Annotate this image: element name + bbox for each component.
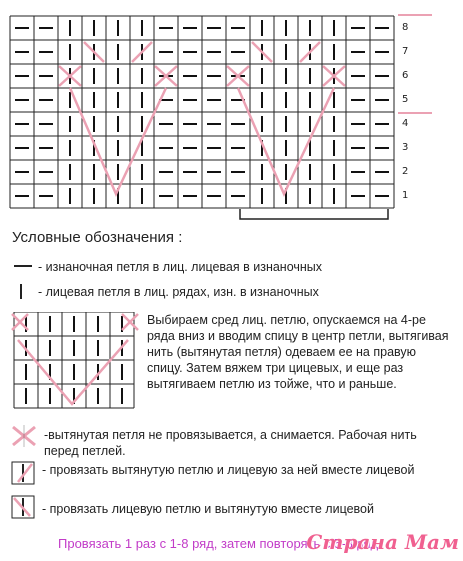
- knitting-chart: [0, 0, 463, 225]
- slipped-loop-x-icon: [10, 424, 38, 448]
- row-number-8: 8: [402, 22, 409, 33]
- pulled-loop-diagram-icon: [10, 312, 140, 412]
- k2tog-left-icon: [10, 494, 38, 520]
- row-number-6: 6: [402, 70, 409, 81]
- legend-pulled-loop-text: Выбираем сред лиц. петлю, опускаемся на 4-ре ряда вниз и вводим спицу в центр петли, вытягивая нить (вытянутая петля) одеваем ее на правую спицу. Затем вяжем три цицевых, и еще раз вытягиваем петлю из тойже, что и раньше.: [147, 313, 449, 391]
- row-number-5: 5: [402, 94, 409, 105]
- purl-symbol-icon: [12, 259, 34, 273]
- legend-k2tog-left-text: - провязать лицевую петлю и вытянутую вместе лицевой: [42, 502, 374, 516]
- row-number-2: 2: [402, 166, 409, 177]
- row-number-3: 3: [402, 142, 409, 153]
- footer-instruction: Провязать 1 раз с 1-8 ряд, затем повторять с 5-8 ряд: [58, 536, 379, 551]
- legend-slipped-text: -вытянутая петля не провязывается, а снимается. Рабочая нить перед петлей.: [44, 428, 417, 458]
- k2tog-right-icon: [10, 460, 38, 486]
- watermark-logo: Страна Мам: [306, 530, 459, 554]
- chart-grid: [10, 16, 394, 208]
- repeat-bracket: [240, 209, 388, 219]
- knit-symbol-icon: [12, 283, 34, 301]
- row-number-4: 4: [402, 118, 409, 129]
- row-number-7: 7: [402, 46, 409, 57]
- legend-purl-text: - изнаночная петля в лиц. лицевая в изнаночных: [38, 260, 323, 274]
- legend-knit-text: - лицевая петля в лиц. рядах, изн. в изнаночных: [38, 285, 319, 299]
- legend-title: Условные обозначения :: [12, 229, 183, 246]
- legend-k2tog-right-text: - провязать вытянутую петлю и лицевую за ней вместе лицевой: [42, 463, 415, 477]
- row-number-1: 1: [402, 190, 409, 201]
